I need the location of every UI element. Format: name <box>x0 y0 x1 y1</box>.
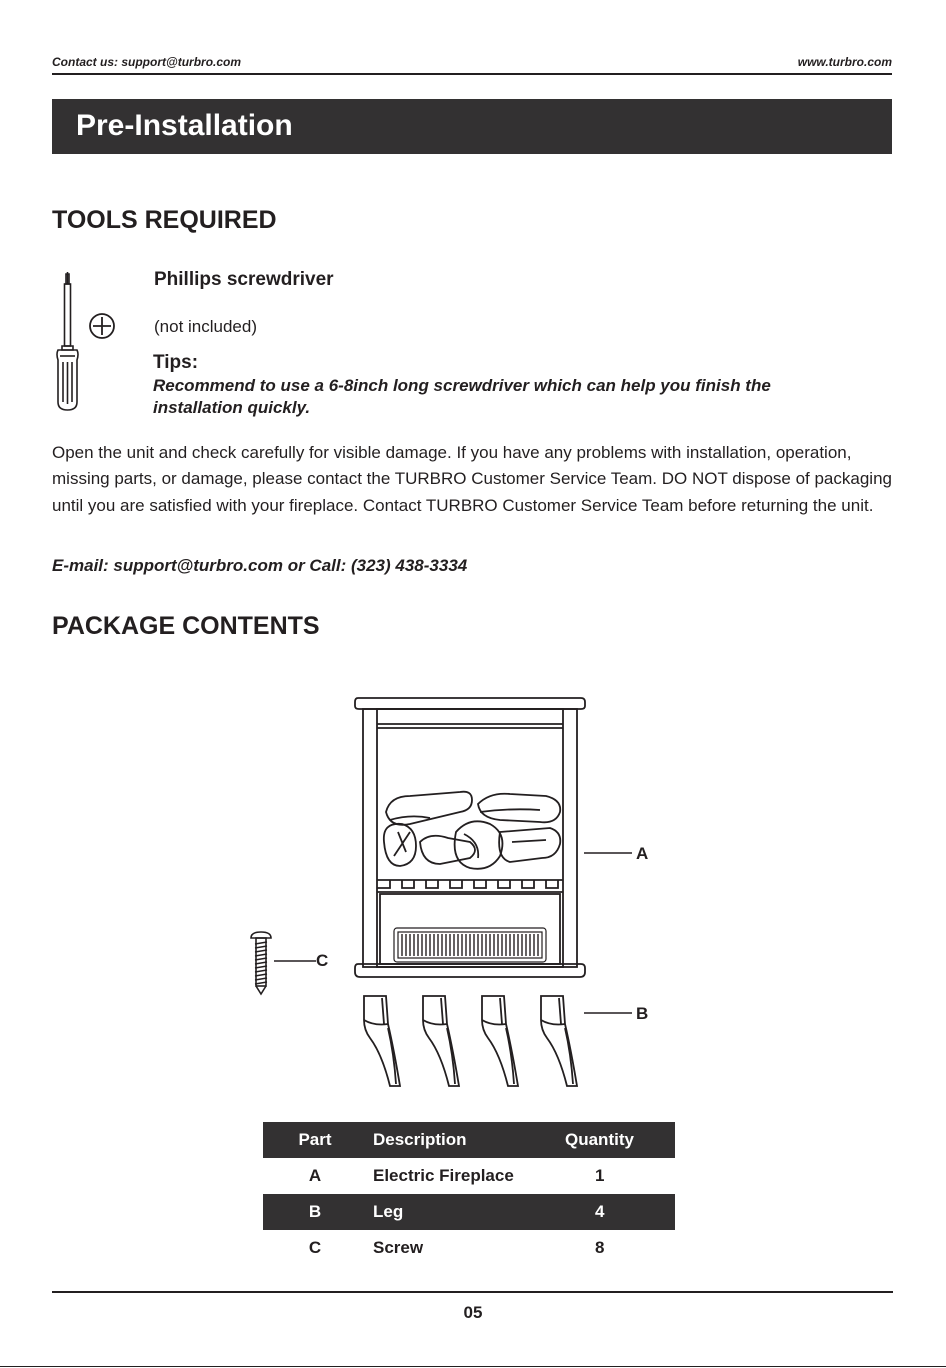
header-website: www.turbro.com <box>797 55 892 69</box>
cell-part: B <box>263 1194 367 1230</box>
column-header-description: Description <box>367 1122 557 1158</box>
tool-note: (not included) <box>154 317 258 336</box>
screw-icon <box>248 930 278 996</box>
callout-line-a <box>584 851 634 855</box>
cell-description: Screw <box>373 1238 424 1257</box>
banner-title: Pre-Installation <box>76 109 293 142</box>
column-header-part: Part <box>263 1122 367 1158</box>
table-row <box>263 1158 675 1194</box>
callout-line-b <box>584 1011 634 1015</box>
callout-a: A <box>636 844 649 863</box>
screwdriver-icon <box>50 270 122 415</box>
cell-part: C <box>308 1238 322 1257</box>
legs-illustration <box>358 990 588 1090</box>
page-bottom-edge <box>0 1366 946 1367</box>
cell-description: Electric Fireplace <box>373 1166 514 1185</box>
parts-table <box>263 1122 675 1266</box>
table-row <box>263 1194 675 1230</box>
table-row <box>263 1230 675 1266</box>
cell-quantity: 1 <box>595 1166 605 1185</box>
contact-line: E-mail: support@turbro.com or Call: (323) 438-3334 <box>52 556 468 575</box>
table-header-row <box>263 1122 675 1158</box>
callout-line-c <box>274 959 318 963</box>
column-header-quantity: Quantity <box>557 1122 675 1158</box>
inspection-paragraph: Open the unit and check carefully for visible damage. If you have any problems with installation, operation, missing parts, or damage, please contact the TURBRO Customer Service Team. DO NOT dispose of packaging until you are satisfied with your fireplace. Contact TURBRO Customer Service Team before returning the unit. <box>52 443 892 515</box>
section-banner <box>52 99 892 154</box>
cell-part: A <box>308 1166 322 1185</box>
fireplace-illustration <box>350 692 590 982</box>
page-header <box>52 55 892 75</box>
tips-text: Recommend to use a 6-8inch long screwdriver which can help you finish the installation quickly. <box>153 376 771 417</box>
callout-b: B <box>636 1004 649 1023</box>
tools-heading: TOOLS REQUIRED <box>52 206 277 234</box>
tool-name: Phillips screwdriver <box>154 269 334 290</box>
page-number: 05 <box>463 1303 483 1322</box>
package-heading: PACKAGE CONTENTS <box>52 612 320 640</box>
tips-label: Tips: <box>153 352 199 373</box>
cell-description: Leg <box>367 1194 557 1230</box>
footer-divider <box>52 1291 893 1293</box>
cell-quantity: 8 <box>595 1238 605 1257</box>
header-contact: Contact us: support@turbro.com <box>52 55 242 69</box>
cell-quantity: 4 <box>557 1194 675 1230</box>
callout-c: C <box>316 951 329 970</box>
